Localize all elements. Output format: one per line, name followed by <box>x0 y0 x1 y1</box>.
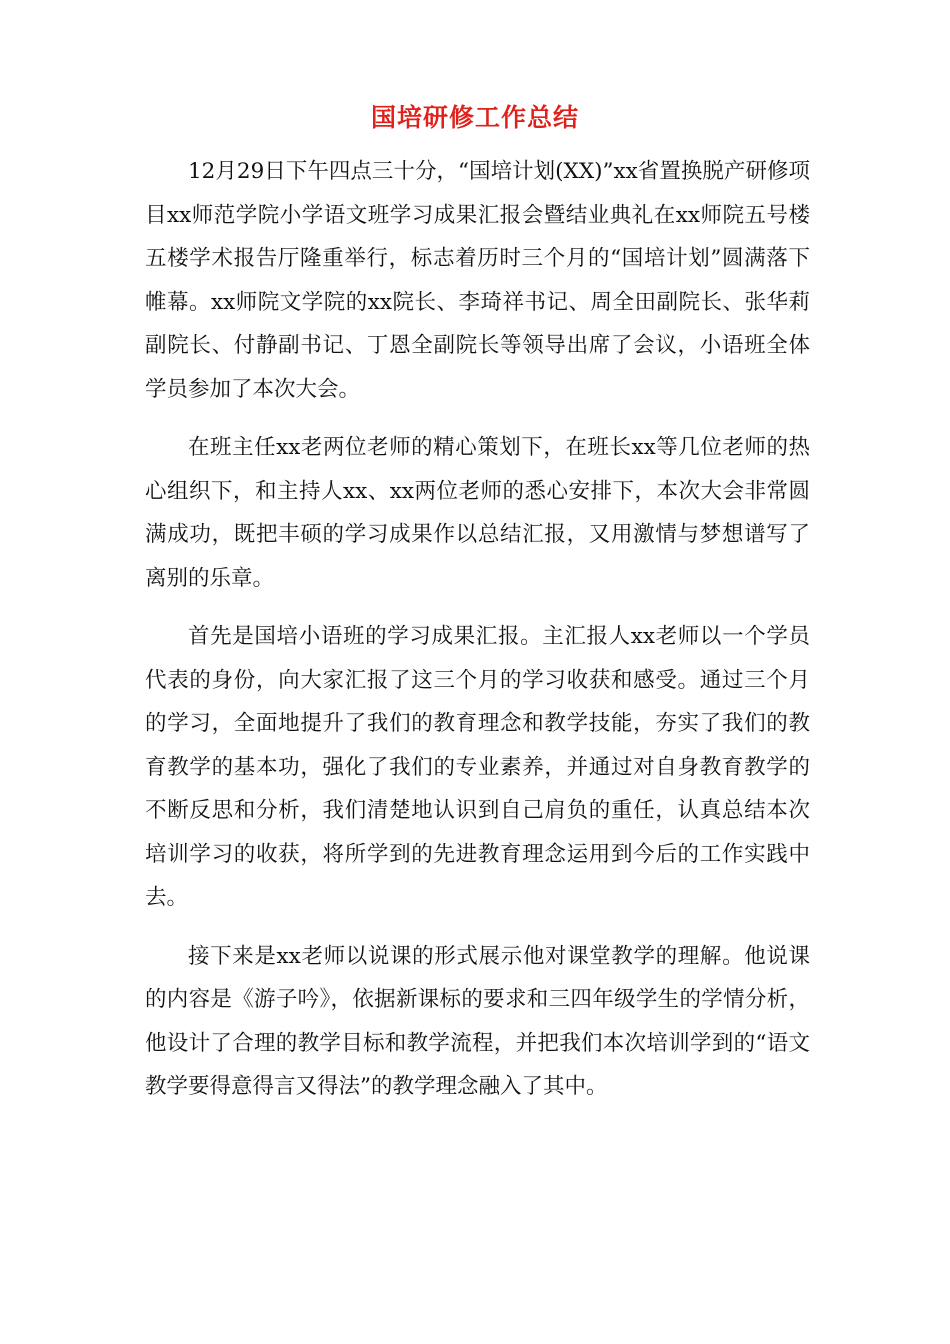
paragraph-3: 首先是国培小语班的学习成果汇报。主汇报人xx老师以一个学员代表的身份，向大家汇报了这三个月的学习收获和感受。通过三个月的学习，全面地提升了我们的教育理念和教学技能，夯实了我们的教育教学的基本功，强化了我们的专业素养，并通过对自身教育教学的不断反思和分析，我们清楚地认识到自己肩负的重任，认真总结本次培训学习的收获，将所学到的先进教育理念运用到今后的工作实践中去。 <box>145 624 810 910</box>
paragraph-1: 12月29日下午四点三十分，“国培计划(XX)”xx省置换脱产研修项目xx师范学院小学语文班学习成果汇报会暨结业典礼在xx师院五号楼五楼学术报告厅隆重举行，标志着历时三个月的“国培计划”圆满落下帷幕。xx师院文学院的xx院长、李琦祥书记、周全田副院长、张华莉副院长、付静副书记、丁恩全副院长等领导出席了会议，小语班全体学员参加了本次大会。 <box>145 159 810 402</box>
paragraph-2: 在班主任xx老两位老师的精心策划下，在班长xx等几位老师的热心组织下，和主持人xx、xx两位老师的悉心安排下，本次大会非常圆满成功，既把丰硕的学习成果作以总结汇报，又用激情与梦想谱写了离别的乐章。 <box>145 435 810 591</box>
document-body <box>145 150 810 1124</box>
paragraph-4: 接下来是xx老师以说课的形式展示他对课堂教学的理解。他说课的内容是《游子吟》，依据新课标的要求和三四年级学生的学情分析，他设计了合理的教学目标和教学流程，并把我们本次培训学到的“语文教学要得意得言又得法”的教学理念融入了其中。 <box>145 943 810 1099</box>
document-title: 国培研修工作总结 <box>370 103 579 132</box>
